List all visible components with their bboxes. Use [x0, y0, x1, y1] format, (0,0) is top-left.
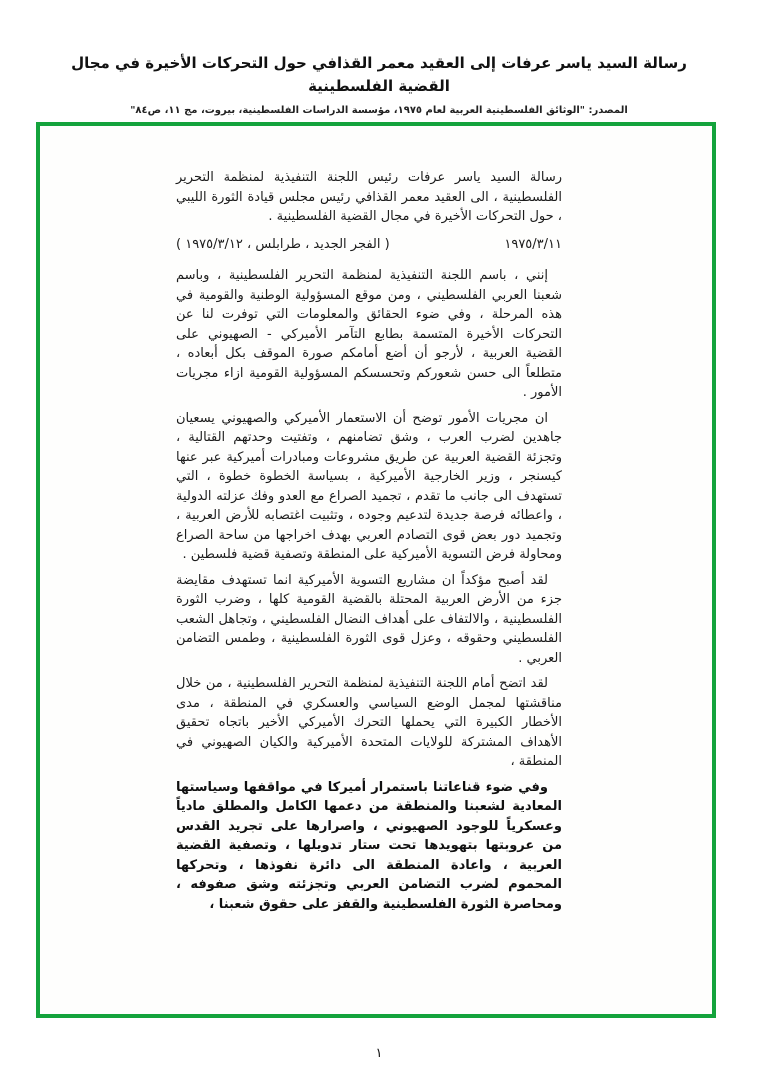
letter-paragraph: لقد أصبح مؤكداً ان مشاريع التسوية الأميركية انما تستهدف مقايضة جزء من الأرض العربية المحتلة بالقضية القومية كلها ، وضرب الثورة الفلسطينية ، والالتفاف على أهداف النضال الفلسطيني ، وتجاهل الشعب الفلسطيني وحقوقه ، وعزل قوى الثورة الفلسطينية ، وطمس التضامن العربي . — [176, 572, 562, 666]
document-body — [176, 168, 562, 920]
paragraphs-container — [176, 266, 562, 914]
letter-paragraph: ان مجريات الأمور توضح أن الاستعمار الأميركي والصهيوني يسعيان جاهدين لضرب العرب ، وشق تضامنهم ، وتفتيت وحدتهم القتالية ، وتجزئة القضية العربية عن طريق مشروعات ومبادرات أميركية عبر عنها كيسنجر ، وزير الخارجية الأميركية ، بسياسة الخطوة خطوة ، التي تستهدف الى جانب ما تقدم ، تجميد الصراع مع العدو وفك عزلته الدولية ، واعطائه فرصة جديدة لتدعيم وجوده ، وتثبيت اغتصابه للأرض العربية ، وتجميد دور بعض قوى التصادم العربي بهدف اخراجها من ساحة الصراع ومحاولة فرض التسوية الأميركية على المنطقة وتصفية قضية فلسطين . — [176, 410, 562, 562]
letter-paragraph: إنني ، باسم اللجنة التنفيذية لمنظمة التحرير الفلسطينية ، وباسم شعبنا العربي الفلسطيني ، ومن موقع المسؤولية الوطنية والقومية في هذه المرحلة ، وفي ضوء الحقائق والمعلومات التي توفرت لنا عن التحركات الأخيرة المتسمة بطابع التآمر الأميركي - الصهيوني على القضية العربية ، لأرجو أن أضع أمامكم صورة الموقف بكل أبعاده ، متطلعاً الى حسن شعوركم وتحسسكم المسؤولية القومية ازاء مجريات الأمور . — [176, 268, 562, 400]
letter-paragraph: وفي ضوء قناعاتنا باستمرار أميركا في مواقفها وسياستها المعادية لشعبنا والمنطقة من دعمها الكامل والمطلق مادياً وعسكرياً للوجود الصهيوني ، واصرارها على تجريد القدس من عروبتها بتهويدها تحت ستار تدويلها ، وتصفية القضية العربية ، واعادة المنطقة الى دائرة نفوذها ، وتحركها المحموم لضرب التضامن العربي وتجزئته وشق صفوفه ، ومحاصرة الثورة الفلسطينية والقفز على حقوق شعبنا ، — [176, 779, 562, 912]
page-title: رسالة السيد ياسر عرفات إلى العقيد معمر القذافي حول التحركات الأخيرة في مجال القضية الفلسطينية — [71, 54, 687, 96]
page-number: ١ — [375, 1046, 383, 1061]
document-frame — [36, 122, 716, 1018]
letter-heading: رسالة السيد ياسر عرفات رئيس اللجنة التنفيذية لمنظمة التحرير الفلسطينية ، الى العقيد معمر القذافي رئيس مجلس قيادة الثورة الليبي ، حول التحركات الأخيرة في مجال القضية الفلسطينية . — [176, 170, 562, 224]
dateline — [176, 235, 562, 255]
letter-paragraph: لقد اتضح أمام اللجنة التنفيذية لمنظمة التحرير الفلسطينية ، من خلال مناقشتها لمجمل الوضع السياسي والعسكري في المنطقة ، مدى الأخطار الكبيرة التي يحملها التحرك الأميركي الأخير باتجاه تحقيق الأهداف المشتركة للولايات المتحدة الأميركية والكيان الصهيوني في المنطقة ، — [176, 676, 562, 769]
source-citation: المصدر: "الوثائق الفلسطينية العربية لعام ١٩٧٥، مؤسسة الدراسات الفلسطينية، بيروت، مج ١١، ص٨٤" — [130, 104, 628, 116]
document-header — [0, 52, 758, 116]
letter-date: ١٩٧٥/٣/١١ — [504, 236, 562, 252]
publication-note: ( الفجر الجديد ، طرابلس ، ١٩٧٥/٣/١٢ ) — [176, 236, 390, 252]
